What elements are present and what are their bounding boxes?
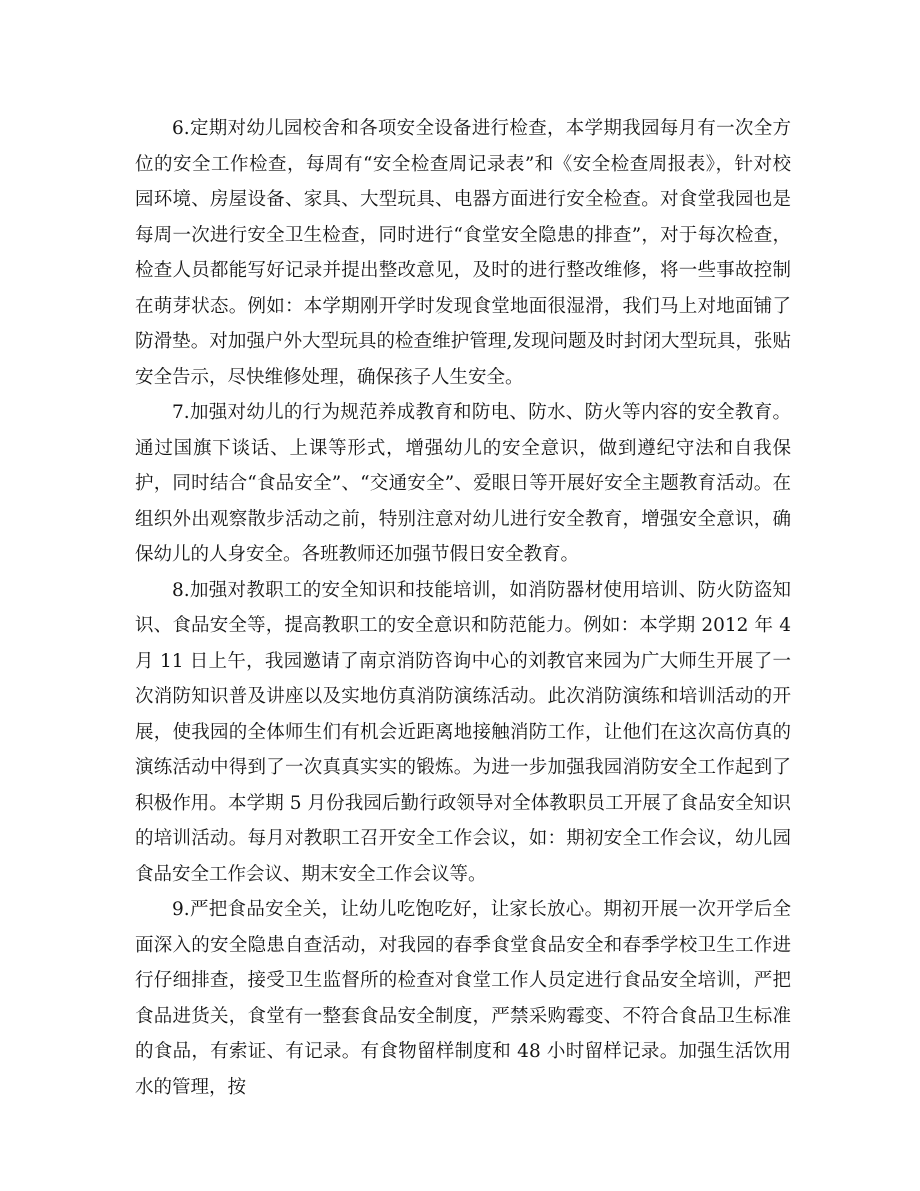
document-body: [135, 111, 791, 1105]
paragraph-item-7: 7.加强对幼儿的行为规范养成教育和防电、防水、防火等内容的安全教育。通过国旗下谈话、上课等形式，增强幼儿的安全意识，做到遵纪守法和自我保护，同时结合“食品安全”、“交通安全”、爱眼日等开展好安全主题教育活动。在组织外出观察散步活动之前，特别注意对幼儿进行安全教育，增强安全意识，确保幼儿的人身安全。各班教师还加强节假日安全教育。: [135, 402, 791, 565]
paragraph-item-8: 8.加强对教职工的安全知识和技能培训，如消防器材使用培训、防火防盗知识、食品安全等，提高教职工的安全意识和防范能力。例如：本学期 2012 年 4 月 11 日上午，我园邀请了南京消防咨询中心的刘教官来园为广大师生开展了一次消防知识普及讲座以及实地仿真消防演练活动。此次消防演练和培训活动的开展，使我园的全体师生们有机会近距离地接触消防工作，让他们在这次高仿真的演练活动中得到了一次真真实实的锻炼。为进一步加强我园消防安全工作起到了积极作用。本学期 5 月份我园后勤行政领导对全体教职员工开展了食品安全知识的培训活动。每月对教职工召开安全工作会议，如：期初安全工作会议，幼儿园食品安全工作会议、期末安全工作会议等。: [135, 579, 791, 885]
paragraph-item-6: 6.定期对幼儿园校舍和各项安全设备进行检查，本学期我园每月有一次全方位的安全工作检查，每周有“安全检查周记录表”和《安全检查周报表》，针对校园环境、房屋设备、家具、大型玩具、电器方面进行安全检查。对食堂我园也是每周一次进行安全卫生检查，同时进行“食堂安全隐患的排查”，对于每次检查，检查人员都能写好记录并提出整改意见，及时的进行整改维修，将一些事故控制在萌芽状态。例如：本学期刚开学时发现食堂地面很湿滑，我们马上对地面铺了防滑垫。对加强户外大型玩具的检查维护管理,发现问题及时封闭大型玩具，张贴安全告示，尽快维修处理，确保孩子人生安全。: [135, 118, 791, 388]
paragraph-item-9: 9.严把食品安全关，让幼儿吃饱吃好，让家长放心。期初开展一次开学后全面深入的安全隐患自查活动，对我园的春季食堂食品安全和春季学校卫生工作进行仔细排查，接受卫生监督所的检查对食堂工作人员定进行食品安全培训，严把食品进货关，食堂有一整套食品安全制度，严禁采购霉变、不符合食品卫生标准的食品，有索证、有记录。有食物留样制度和 48 小时留样记录。加强生活饮用水的管理，按: [135, 899, 791, 1098]
